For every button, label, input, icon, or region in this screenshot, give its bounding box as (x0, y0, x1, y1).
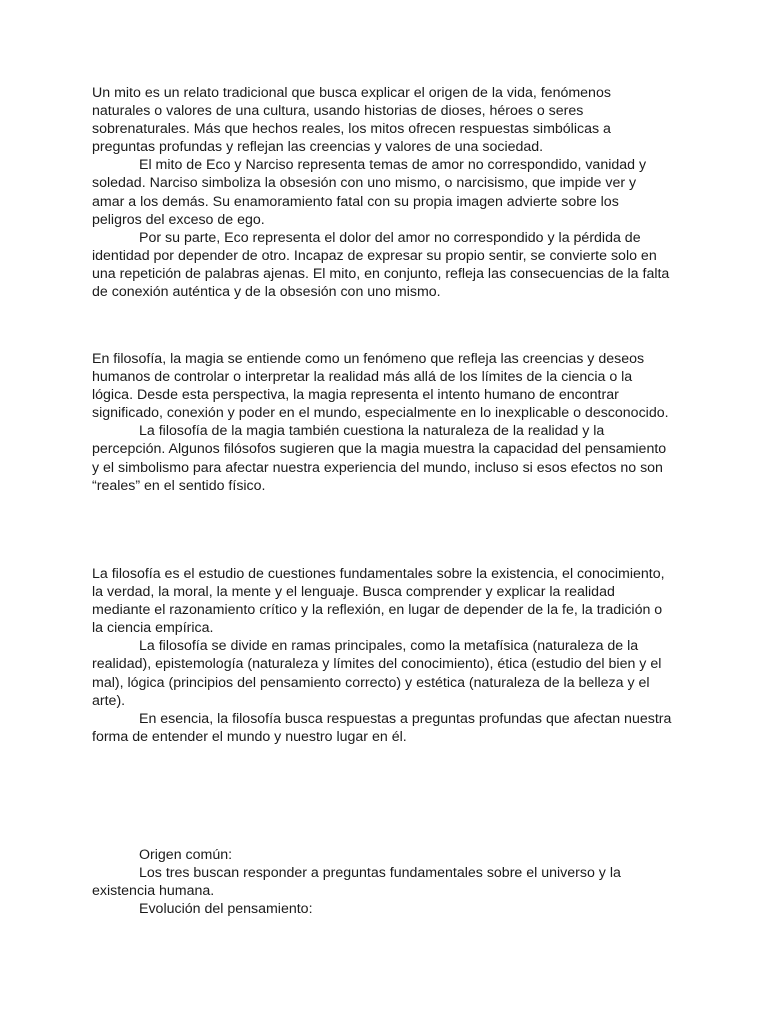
magia-paragraph-1: En filosofía, la magia se entiende como un fenómeno que refleja las creencias y deseos humanos de controlar o interpretar la realidad más allá de los límites de la ciencia o la lógica. Desde esta perspectiva, la magia representa el intento humano de encontrar significado, conexión y poder en el mundo, especialmente en lo inexplicable o desconocido. (92, 351, 669, 422)
section-mito (92, 84, 672, 301)
mito-paragraph-3: Por su parte, Eco representa el dolor del amor no correspondido y la pérdida de identidad por depender de otro. Incapaz de expresar su propio sentir, se convierte solo en una repetición de palabras ajenas. El mito, en conjunto, refleja las consecuencias de la falta de conexión auténtica y de la obsesión con uno mismo. (92, 229, 670, 301)
section-magia (92, 350, 672, 495)
origen-comun-heading: Origen común: (139, 847, 233, 863)
section-comparacion (92, 846, 672, 918)
origen-comun-paragraph: Los tres buscan responder a preguntas fundamentales sobre el universo y la existencia humana. (92, 865, 621, 900)
filosofia-paragraph-1: La filosofía es el estudio de cuestiones fundamentales sobre la existencia, el conocimiento, la verdad, la moral, la mente y el lenguaje. Busca comprender y explicar la realidad mediante el razonamiento crítico y la reflexión, en lugar de depender de la fe, la tradición o la ciencia empírica. (92, 566, 665, 637)
filosofia-paragraph-3: En esencia, la filosofía busca respuestas a preguntas profundas que afectan nuestra forma de entender el mundo y nuestro lugar en él. (92, 710, 672, 745)
mito-paragraph-1: Un mito es un relato tradicional que busca explicar el origen de la vida, fenómenos naturales o valores de una cultura, usando historias de dioses, héroes o seres sobrenaturales. Más que hechos reales, los mitos ofrecen respuestas simbólicas a preguntas profundas y reflejan las creencias y valores de una sociedad. (92, 85, 611, 156)
filosofia-paragraph-2: La filosofía se divide en ramas principales, como la metafísica (naturaleza de la realidad), epistemología (naturaleza y límites del conocimiento), ética (estudio del bien y el mal), lógica (principios del pensamiento correcto) y estética (naturaleza de la belleza y el arte). (92, 638, 662, 709)
section-filosofia (92, 565, 672, 746)
mito-paragraph-2: El mito de Eco y Narciso representa temas de amor no correspondido, vanidad y soledad. Narciso simboliza la obsesión con uno mismo, o narcisismo, que impide ver y amar a los demás. Su enamoramiento fatal con su propia imagen advierte sobre los peligros del exceso de ego. (92, 157, 647, 228)
evolucion-heading: Evolución del pensamiento: (139, 901, 313, 918)
magia-paragraph-2: La filosofía de la magia también cuestiona la naturaleza de la realidad y la percepción. Algunos filósofos sugieren que la magia muestra la capacidad del pensamiento y el simbolismo para afectar nuestra experiencia del mundo, incluso si esos efectos no son “reales” en el sentido físico. (92, 423, 667, 494)
